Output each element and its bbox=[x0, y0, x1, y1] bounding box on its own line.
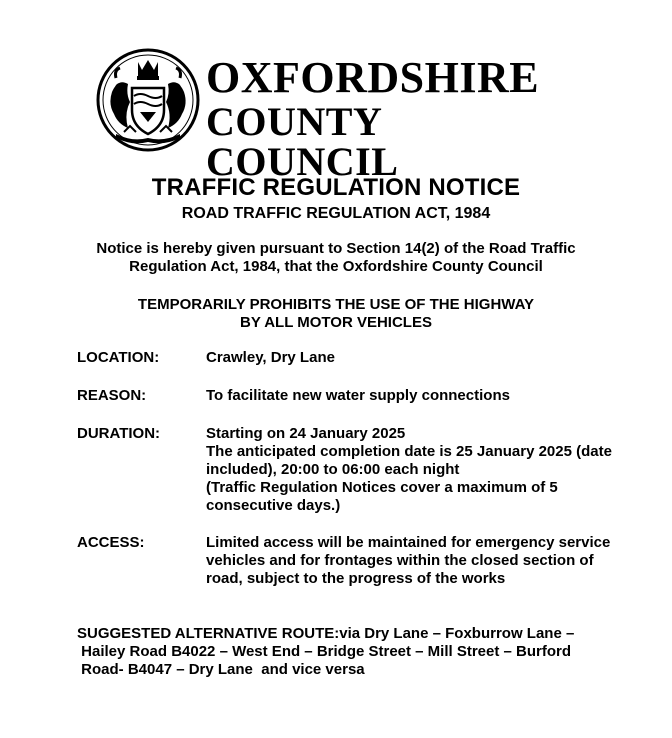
access-line: Limited access will be maintained for emergency service bbox=[206, 534, 611, 551]
route-line: Road- B4047 – Dry Lane and vice versa bbox=[77, 661, 365, 678]
access-value bbox=[206, 534, 636, 588]
intro-line: Regulation Act, 1984, that the Oxfordshire County Council bbox=[129, 258, 543, 275]
duration-line: included), 20:00 to 06:00 each night bbox=[206, 461, 460, 478]
council-name-line2: COUNTY COUNCIL bbox=[206, 99, 399, 184]
location-line: Crawley, Dry Lane bbox=[206, 349, 335, 366]
duration-line: consecutive days.) bbox=[206, 497, 341, 514]
intro-line: Notice is hereby given pursuant to Section 14(2) of the Road Traffic bbox=[96, 240, 576, 257]
duration-value bbox=[206, 425, 636, 515]
reason-label: REASON: bbox=[77, 387, 147, 404]
notice-intro bbox=[0, 240, 672, 276]
notice-title: TRAFFIC REGULATION NOTICE bbox=[151, 174, 521, 201]
access-label: ACCESS: bbox=[77, 534, 145, 551]
reason-value bbox=[206, 387, 636, 405]
alternative-route bbox=[77, 625, 637, 679]
notice-subtitle: ROAD TRAFFIC REGULATION ACT, 1984 bbox=[181, 205, 491, 222]
reason-line: To facilitate new water supply connections bbox=[206, 387, 510, 404]
council-name-line1: OXFORDSHIRE bbox=[206, 53, 540, 102]
prohibition-statement bbox=[0, 296, 672, 332]
route-line: Hailey Road B4022 – West End – Bridge Street – Mill Street – Burford bbox=[77, 643, 572, 660]
council-header bbox=[96, 48, 576, 184]
oxfordshire-crest-icon bbox=[96, 48, 200, 152]
duration-label: DURATION: bbox=[77, 425, 161, 442]
location-value bbox=[206, 349, 636, 367]
duration-line: The anticipated completion date is 25 January 2025 (date bbox=[206, 443, 612, 460]
access-line: vehicles and for frontages within the closed section of bbox=[206, 552, 594, 569]
access-line: road, subject to the progress of the works bbox=[206, 570, 506, 587]
prohibition-line: BY ALL MOTOR VEHICLES bbox=[240, 314, 432, 331]
prohibition-line: TEMPORARILY PROHIBITS THE USE OF THE HIGHWAY bbox=[137, 296, 535, 313]
duration-line: Starting on 24 January 2025 bbox=[206, 425, 406, 442]
route-line: SUGGESTED ALTERNATIVE ROUTE:via Dry Lane – Foxburrow Lane – bbox=[77, 625, 575, 642]
location-label: LOCATION: bbox=[77, 349, 160, 366]
council-name bbox=[206, 53, 576, 184]
duration-line: (Traffic Regulation Notices cover a maximum of 5 bbox=[206, 479, 558, 496]
